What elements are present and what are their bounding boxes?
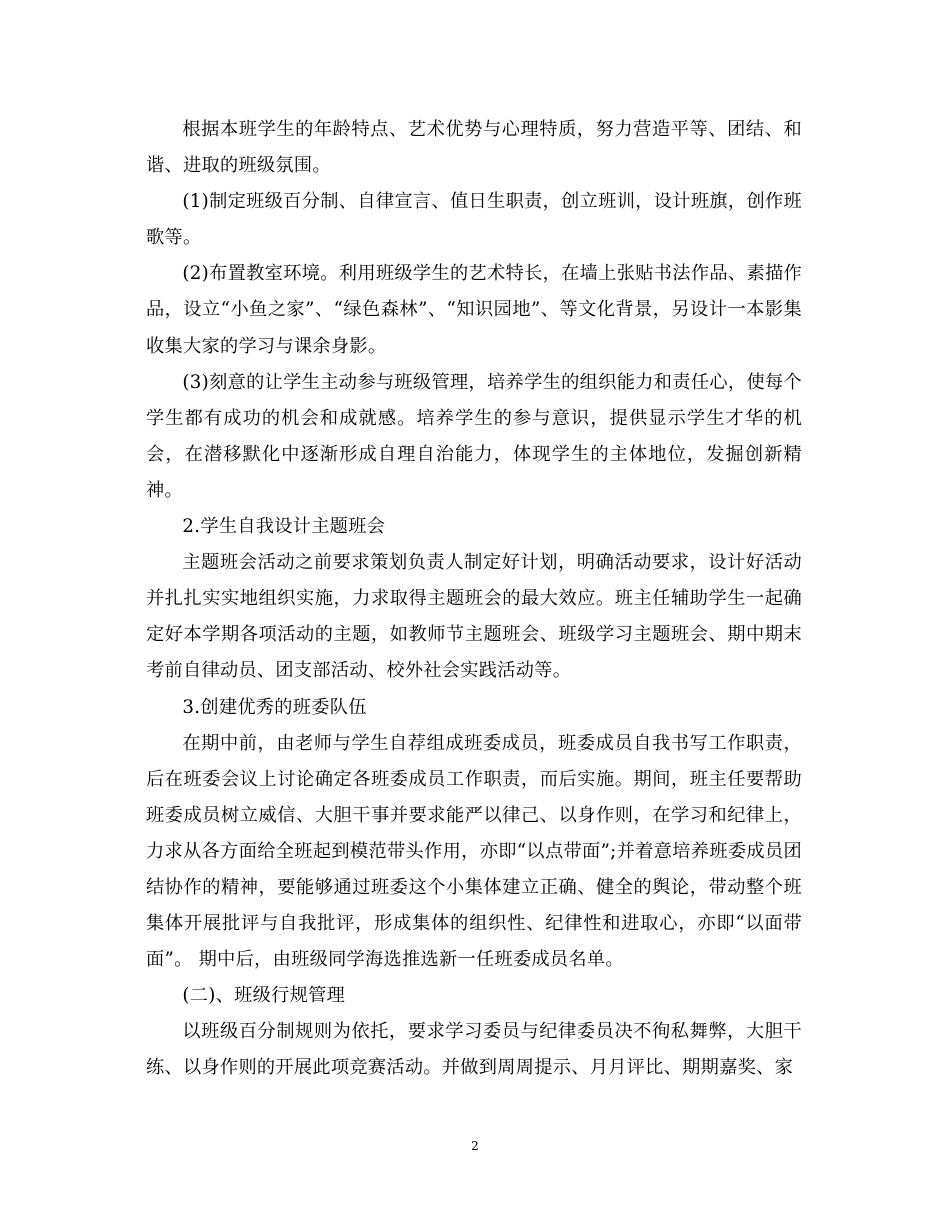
paragraph-item-1-rules: (1)制定班级百分制、自律宣言、值日生职责，创立班训，设计班旗，创作班歌等。 bbox=[146, 191, 802, 249]
heading-theme-class-meeting: 2.学生自我设计主题班会 bbox=[182, 516, 386, 538]
body-text bbox=[146, 112, 802, 1087]
paragraph-theme-class-meeting: 主题班会活动之前要求策划负责人制定好计划，明确活动要求，设计好活动并扎扎实实地组织实施，力求取得主题班会的最大效应。班主任辅助学生一起确定好本学期各项活动的主题，如教师节主题班会、班级学习主题班会、期中期末考前自律动员、团支部活动、校外社会实践活动等。 bbox=[146, 552, 802, 682]
page-number: 2 bbox=[471, 1139, 479, 1153]
paragraph-class-discipline: 以班级百分制规则为依托，要求学习委员与纪律委员决不徇私舞弊，大胆干练、以身作则的开展此项竞赛活动。并做到周周提示、月月评比、期期嘉奖、家 bbox=[146, 1021, 802, 1079]
paragraph-class-atmosphere: 根据本班学生的年龄特点、艺术优势与心理特质，努力营造平等、团结、和谐、进取的班级氛围。 bbox=[146, 119, 802, 177]
paragraph-item-2-classroom: (2)布置教室环境。利用班级学生的艺术特长，在墙上张贴书法作品、素描作品，设立“小鱼之家”、“绿色森林”、“知识园地”、等文化背景，另设计一本影集收集大家的学习与课余身影。 bbox=[146, 263, 802, 357]
heading-class-committee: 3.创建优秀的班委队伍 bbox=[182, 696, 367, 718]
paragraph-item-3-participation: (3)刻意的让学生主动参与班级管理，培养学生的组织能力和责任心，使每个学生都有成功的机会和成就感。培养学生的参与意识，提供显示学生才华的机会，在潜移默化中逐渐形成自理自治能力，体现学生的主体地位，发掘创新精神。 bbox=[146, 371, 802, 501]
paragraph-class-committee: 在期中前，由老师与学生自荐组成班委成员，班委成员自我书写工作职责，后在班委会议上讨论确定各班委成员工作职责，而后实施。期间，班主任要帮助班委成员树立威信、大胆干事并要求能严以律己、以身作则，在学习和纪律上，力求从各方面给全班起到模范带头作用，亦即“以点带面”;并着意培养班委成员团结协作的精神，要能够通过班委这个小集体建立正确、健全的舆论，带动整个班集体开展批评与自我批评，形成集体的组织性、纪律性和进取心，亦即“以面带面”。 期中后，由班级同学海选推选新一任班委成员名单。 bbox=[146, 732, 802, 971]
heading-class-discipline: (二)、班级行规管理 bbox=[182, 985, 346, 1007]
